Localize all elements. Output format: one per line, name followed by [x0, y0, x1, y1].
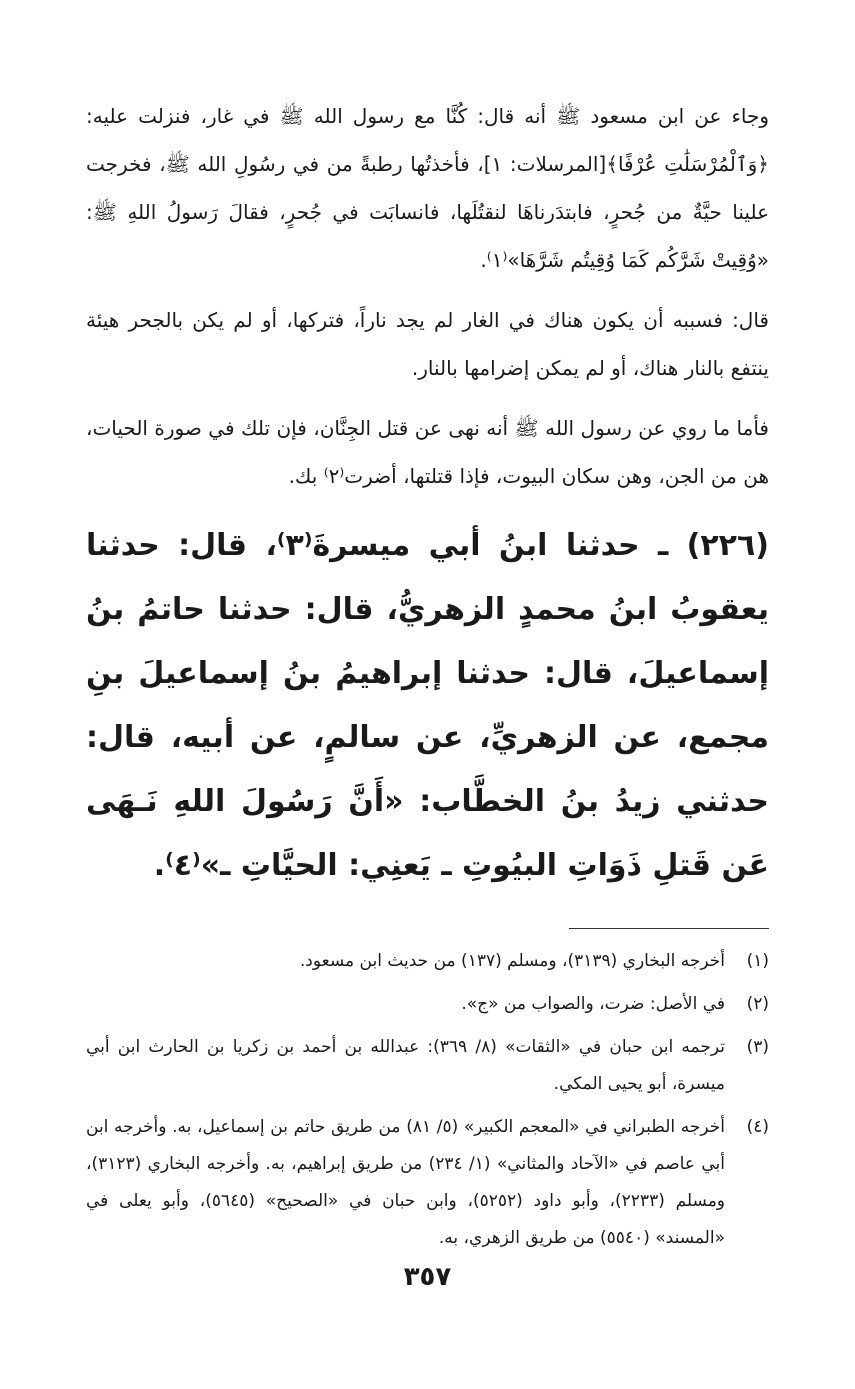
footnote-number: (٤): [746, 1117, 769, 1137]
commentary-paragraph-2: قال: فسببه أن يكون هناك في الغار لم يجد ناراً، فتركها، أو لم يكن بالجحر هيئة ينتفع بالنار هناك، أو لم يمكن إضرامها بالنار.: [86, 308, 769, 380]
commentary-paragraph-1: وجاء عن ابن مسعود ﷺ أنه قال: كُنَّا مع رسول الله ﷺ في غار، فنزلت عليه: ﴿وَٱلْمُرْسَلَٰتِ عُرْفًا﴾[المرسلات: ١]، فأخذتُها رطبةً من في رسُولِ الله ﷺ، فخرجت علينا حيَّةٌ من جُحرٍ، فابتدَرناهَا لنقتُلَها، فانسابَت في جُحرٍ، فقالَ رَسولُ اللهِ ﷺ: «وُقِيتْ شَرَّكُم كَمَا وُقِيتُم شَرَّهَا»⁽١⁾.: [86, 104, 769, 272]
footnote-2: [86, 986, 769, 1023]
footnote-number: (١): [746, 951, 769, 971]
footnote-text: أخرجه البخاري (٣١٣٩)، ومسلم (١٣٧) من حديث ابن مسعود.: [299, 951, 725, 971]
commentary-paragraph-3: فأما ما روي عن رسول الله ﷺ أنه نهى عن قتل الجِنَّان، فإن تلك في صورة الحيات، هن من الجن، وهن سكان البيوت، فإذا قتلتها، أضرت⁽٢⁾ بك.: [86, 416, 769, 488]
page-number: ٣٥٧: [403, 1262, 452, 1292]
footnote-text: أخرجه الطبراني في «المعجم الكبير» (٥/ ٨١) من طريق حاتم بن إسماعيل، به. وأخرجه ابن أبي عاصم في «الآحاد والمثاني» (١/ ٢٣٤) من طريق إبراهيم، به. وأخرجه البخاري (٣١٢٣)، ومسلم (٢٢٣٣)، وأبو داود (٥٢٥٢)، وابن حبان في «الصحيح» (٥٦٤٥)، وأبو يعلى في «المسند» (٥٥٤٠) من طريق الزهري، به.: [86, 1117, 726, 1248]
footnote-number: (٢): [746, 994, 769, 1014]
footnotes: [86, 943, 769, 1257]
footnote-text: ترجمه ابن حبان في «الثقات» (٨/ ٣٦٩): عبدالله بن أحمد بن زكريا بن الحارث ابن أبي ميسرة، أبو يحيى المكي.: [86, 1037, 725, 1094]
footnote-separator: [569, 928, 769, 929]
footnote-4: [86, 1109, 769, 1257]
footnote-text: في الأصل: ضرت، والصواب من «ج».: [461, 994, 725, 1014]
hadith-text: (٢٢٦) ـ حدثنا ابنُ أبي ميسرةَ⁽٣⁾، قال: حدثنا يعقوبُ ابنُ محمدٍ الزهريُّ، قال: حدثنا حاتمُ بنُ إسماعيلَ، قال: حدثنا إبراهيمُ بنُ إسماعيلَ بنِ مجمع، عن الزهريِّ، عن سالمٍ، عن أبيه، قال: حدثني زيدُ بنُ الخطَّاب: «أَنَّ رَسُولَ اللهِ نَـهَى عَن قَتلِ ذَوَاتِ البيُوتِ ـ يَعنِي: الحيَّاتِ ـ»⁽٤⁾.: [86, 528, 770, 883]
footnote-3: [86, 1029, 769, 1103]
footnote-1: [86, 943, 769, 980]
hadith-section: [86, 514, 769, 898]
footnote-number: (٣): [746, 1037, 769, 1057]
commentary-section: [86, 92, 769, 500]
